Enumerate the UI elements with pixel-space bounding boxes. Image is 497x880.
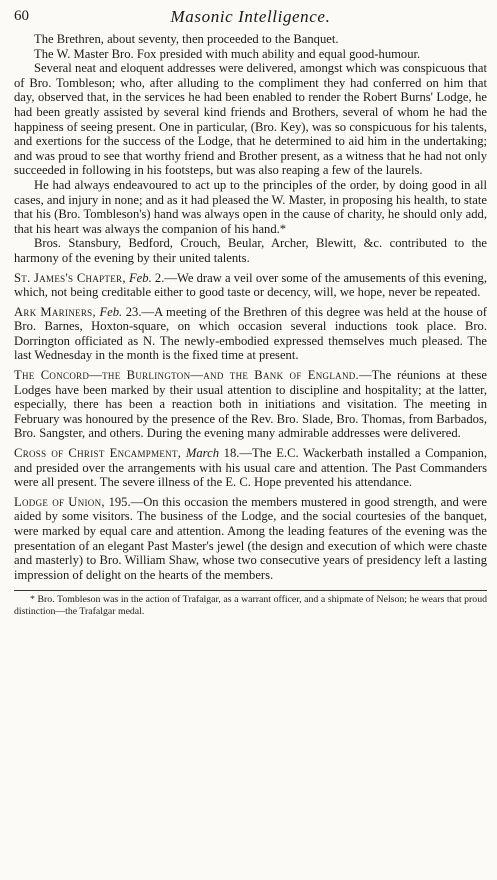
page-number: 60: [14, 8, 29, 24]
section-date-number: 18.: [219, 446, 240, 461]
footnote: * Bro. Tombleson was in the action of Trafalgar, as a warrant officer, and a shipmate of Nelson; he wears that proud distinction—the Trafalgar medal.: [14, 594, 487, 617]
article-body: [14, 32, 487, 582]
section-date-number: 2.: [151, 270, 165, 285]
footnote-divider: [14, 590, 487, 591]
section-heading: Lodge of Union,: [14, 494, 105, 509]
section-text: —We draw a veil over some of the amusements of this evening, which, not being creditable either to good taste or decency, will, we hope, never be repeated.: [14, 270, 487, 300]
paragraph: He had always endeavoured to act up to the principles of the order, by doing good in all cases, and injury in none; and as it had pleased the W. Master, in proposing his health, to state that his (Bro. Tombleson's) hand was always open in the cause of charity, he should only add, that his heart was always the companion of his hand.*: [14, 177, 487, 236]
section-concord-burlington-bank: [14, 368, 487, 441]
page-header: [14, 6, 487, 32]
paragraph: The Brethren, about seventy, then proceeded to the Banquet.: [34, 32, 339, 46]
section-text: —On this occasion the members mustered in good strength, and were aided by some visitors. The business of the Lodge, and the social courtesies of the banquet, were marked by equal care and attention. Among the leading features of the evening was the presentation of an elegant Past Master's jewel (the design and execution of which were chaste and masterly) to Bro. William Shaw, whose two consecutive years of presidency left a lasting impression of delight on the hearts of the members.: [14, 494, 488, 582]
section-heading: The Concord—the Burlington—and the Bank of England.: [14, 368, 359, 383]
paragraph: Several neat and eloquent addresses were delivered, amongst which was conspicuous that of Bro. Tombleson; who, after alluding to the compliment they had conferred on him that day, observed that, in the services he had been enabled to render the Robert Burns' Lodge, he had been greatly assisted by several kind friends and Brothers, several of whom he had the happiness of seeing present. One in particular, (Bro. Key), was so conspicuous for his talents, and exertions for the success of the Lodge, that he determined to aid him in the undertaking; and was proud to see that worthy friend and Brother present, as a witness that he had not only succeeded in following in his footsteps, but was also reaping a few of the laurels.: [14, 61, 487, 178]
section-heading: Cross of Christ Encampment,: [14, 446, 182, 461]
section-text: —The E.C. Wackerbath installed a Companion, and presided over the arrangements with his usual care and attention. The Past Commanders were all present. The severe illness of the E. C. Hope prevented his attendance.: [14, 446, 488, 490]
section-date-number: 23.: [122, 304, 142, 319]
section-text: —A meeting of the Brethren of this degree was held at the house of Bro. Barnes, Hoxton-square, on which occasion several inductions took place. Bro. Dorrington officiated as N. The newly-embodied expressed themselves much pleased. The last Wednesday in the month is the fixed time at present.: [14, 304, 488, 363]
section-lodge-of-union: [14, 495, 487, 583]
section-text: —The réunions at these Lodges have been marked by their usual attention to discipline and hospitality; at the latter, especially, there has been a reaction both in initiations and visitation. The meeting in February was honoured by the presence of the Rev. Bro. Slade, Bro. Thomas, from Barbados, Bro. Sangster, and others. During the evening many admirable addresses were delivered.: [14, 368, 487, 441]
section-number: 195.: [104, 494, 131, 509]
section-heading: St. James's Chapter,: [14, 270, 126, 285]
section-date: Feb.: [99, 304, 123, 319]
section-ark-mariners: [14, 305, 487, 363]
paragraph: Bros. Stansbury, Bedford, Crouch, Beular, Archer, Blewitt, &c. contributed to the harmony of the evening by their united talents.: [14, 236, 487, 265]
section-cross-of-christ-encampment: [14, 446, 487, 490]
section-heading: Ark Mariners,: [14, 304, 96, 319]
running-title: Masonic Intelligence.: [170, 7, 331, 26]
section-st-james-chapter: [14, 271, 487, 300]
section-date: Feb.: [128, 270, 152, 285]
section-date: March: [185, 446, 219, 461]
paragraph: The W. Master Bro. Fox presided with much ability and equal good-humour.: [34, 46, 421, 61]
